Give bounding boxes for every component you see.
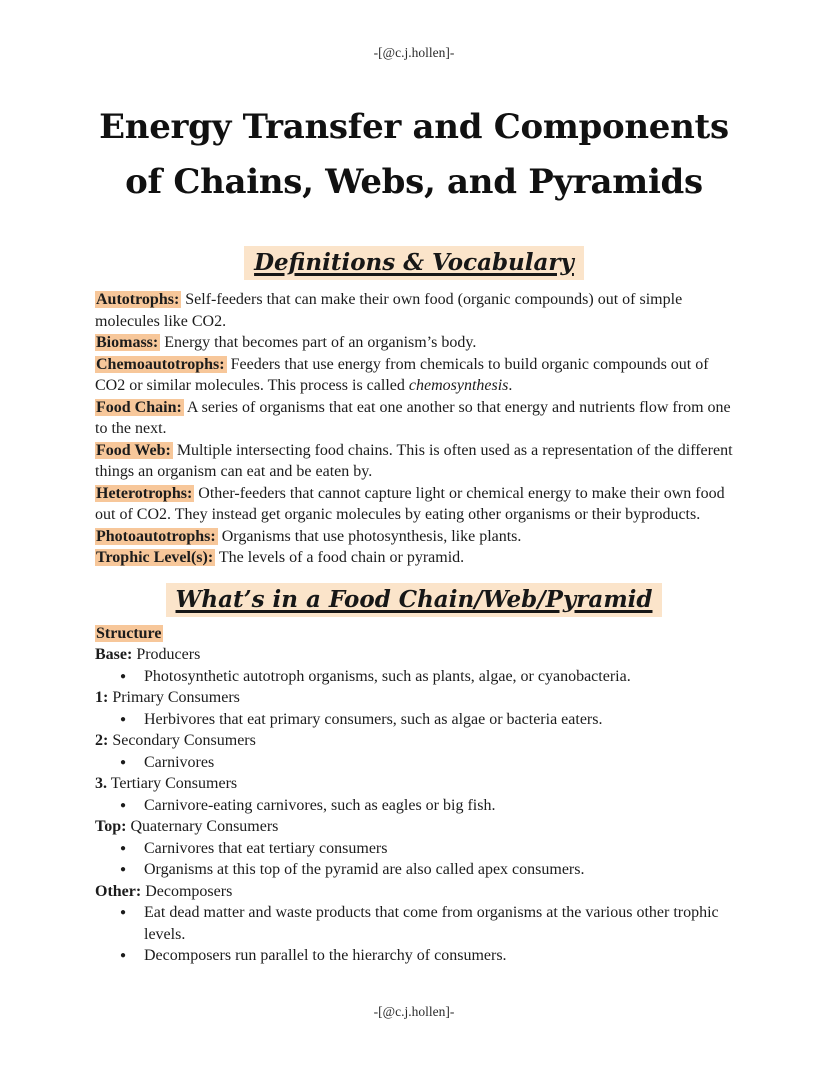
definition-suffix: . bbox=[508, 377, 513, 394]
structure-subheading bbox=[95, 623, 733, 645]
bullet-icon: ● bbox=[120, 670, 127, 682]
bullet-icon: ● bbox=[120, 950, 127, 961]
bullet-icon: ● bbox=[120, 907, 127, 918]
term-food-chain: Food Chain: bbox=[96, 398, 182, 416]
list-item bbox=[95, 752, 733, 774]
level-other bbox=[95, 881, 733, 903]
bullet-text: Carnivore-eating carnivores, such as eagles or big fish. bbox=[144, 796, 496, 814]
author-handle-header: -[@c.j.hollen]- bbox=[373, 45, 455, 60]
definition-text: Energy that becomes part of an organism’s body. bbox=[160, 334, 477, 351]
section-heading-definitions bbox=[0, 246, 828, 280]
term-chemoautotrophs: Chemoautotrophs: bbox=[96, 355, 225, 373]
level-3 bbox=[95, 773, 733, 795]
level-name: Secondary Consumers bbox=[108, 732, 256, 749]
level-name: Producers bbox=[132, 646, 201, 663]
bullet-icon: ● bbox=[120, 713, 127, 725]
list-item bbox=[95, 666, 733, 688]
term-trophic-levels: Trophic Level(s): bbox=[96, 549, 214, 566]
bullet-text: Carnivores bbox=[144, 753, 215, 771]
definition-text: Other-feeders that cannot capture light or chemical energy to make their own food out of CO2. They instead get organic molecules by eating other organisms or their byproducts. bbox=[95, 484, 725, 523]
structure-list bbox=[95, 623, 733, 967]
list-item bbox=[95, 859, 733, 881]
structure-subheading-text: Structure bbox=[96, 624, 162, 642]
level-name: Decomposers bbox=[141, 882, 233, 900]
definition-text: The levels of a food chain or pyramid. bbox=[215, 549, 465, 566]
definition-photoautotrophs bbox=[95, 526, 733, 548]
level-name: Tertiary Consumers bbox=[107, 775, 238, 792]
level-2 bbox=[95, 730, 733, 752]
definition-text: Organisms that use photosynthesis, like plants. bbox=[217, 527, 522, 545]
bullet-icon: ● bbox=[120, 756, 127, 768]
definition-autotrophs bbox=[95, 289, 733, 332]
term-heterotrophs: Heterotrophs: bbox=[96, 484, 193, 502]
document-title bbox=[0, 100, 828, 210]
list-item bbox=[95, 945, 733, 967]
level-label: 3. bbox=[95, 775, 107, 792]
definition-italic-word: chemosynthesis bbox=[408, 377, 509, 394]
definition-food-web bbox=[95, 440, 733, 483]
title-line-2: of Chains, Webs, and Pyramids bbox=[125, 162, 703, 202]
list-item bbox=[95, 795, 733, 817]
definitions-list bbox=[95, 289, 733, 569]
level-label: 1: bbox=[95, 689, 109, 706]
level-base bbox=[95, 644, 733, 666]
term-autotrophs: Autotrophs: bbox=[96, 291, 180, 308]
level-name: Primary Consumers bbox=[108, 689, 240, 706]
food-chain-heading-text: What’s in a Food Chain/Web/Pyramid bbox=[166, 583, 663, 617]
term-photoautotrophs: Photoautotrophs: bbox=[96, 527, 216, 545]
definition-chemoautotrophs bbox=[95, 354, 733, 397]
term-biomass: Biomass: bbox=[96, 334, 159, 351]
level-label: Top: bbox=[95, 818, 127, 835]
list-item bbox=[95, 838, 733, 860]
section-heading-food-chain bbox=[0, 583, 828, 617]
level-label: Other: bbox=[95, 882, 142, 900]
list-item bbox=[95, 709, 733, 731]
definition-text: Feeders that use energy from chemicals to build organic compounds out of CO2 or similar molecules. This process is called bbox=[95, 355, 709, 394]
definition-text: Multiple intersecting food chains. This is often used as a representation of the different things an organism can eat and be eaten by. bbox=[95, 441, 733, 480]
level-label: 2: bbox=[95, 732, 109, 749]
definition-trophic-levels bbox=[95, 547, 733, 569]
definition-heterotrophs bbox=[95, 483, 733, 526]
definition-text: A series of organisms that eat one another so that energy and nutrients flow from one to the next. bbox=[95, 398, 731, 437]
bullet-text: Photosynthetic autotroph organisms, such as plants, algae, or cyanobacteria. bbox=[144, 667, 631, 685]
bullet-text: Herbivores that eat primary consumers, such as algae or bacteria eaters. bbox=[144, 710, 603, 728]
level-top bbox=[95, 816, 733, 838]
bullet-text: Carnivores that eat tertiary consumers bbox=[144, 839, 388, 857]
bullet-icon: ● bbox=[120, 799, 127, 811]
bullet-text: Eat dead matter and waste products that come from organisms at the various other trophic levels. bbox=[144, 904, 719, 943]
level-label: Base: bbox=[95, 646, 133, 663]
term-food-web: Food Web: bbox=[96, 441, 171, 459]
level-name: Quaternary Consumers bbox=[126, 818, 279, 835]
definitions-heading-text: Definitions & Vocabulary bbox=[244, 246, 584, 280]
definition-biomass bbox=[95, 332, 733, 354]
title-line-1: Energy Transfer and Components bbox=[99, 107, 729, 147]
list-item bbox=[95, 902, 733, 945]
bullet-text: Organisms at this top of the pyramid are also called apex consumers. bbox=[144, 861, 585, 878]
bullet-text: Decomposers run parallel to the hierarchy of consumers. bbox=[144, 947, 507, 964]
author-handle-footer: -[@c.j.hollen]- bbox=[373, 1003, 455, 1019]
bullet-icon: ● bbox=[120, 842, 127, 854]
definition-food-chain bbox=[95, 397, 733, 440]
bullet-icon: ● bbox=[120, 864, 127, 875]
level-1 bbox=[95, 687, 733, 709]
definition-text: Self-feeders that can make their own food (organic compounds) out of simple molecules like CO2. bbox=[95, 291, 683, 330]
